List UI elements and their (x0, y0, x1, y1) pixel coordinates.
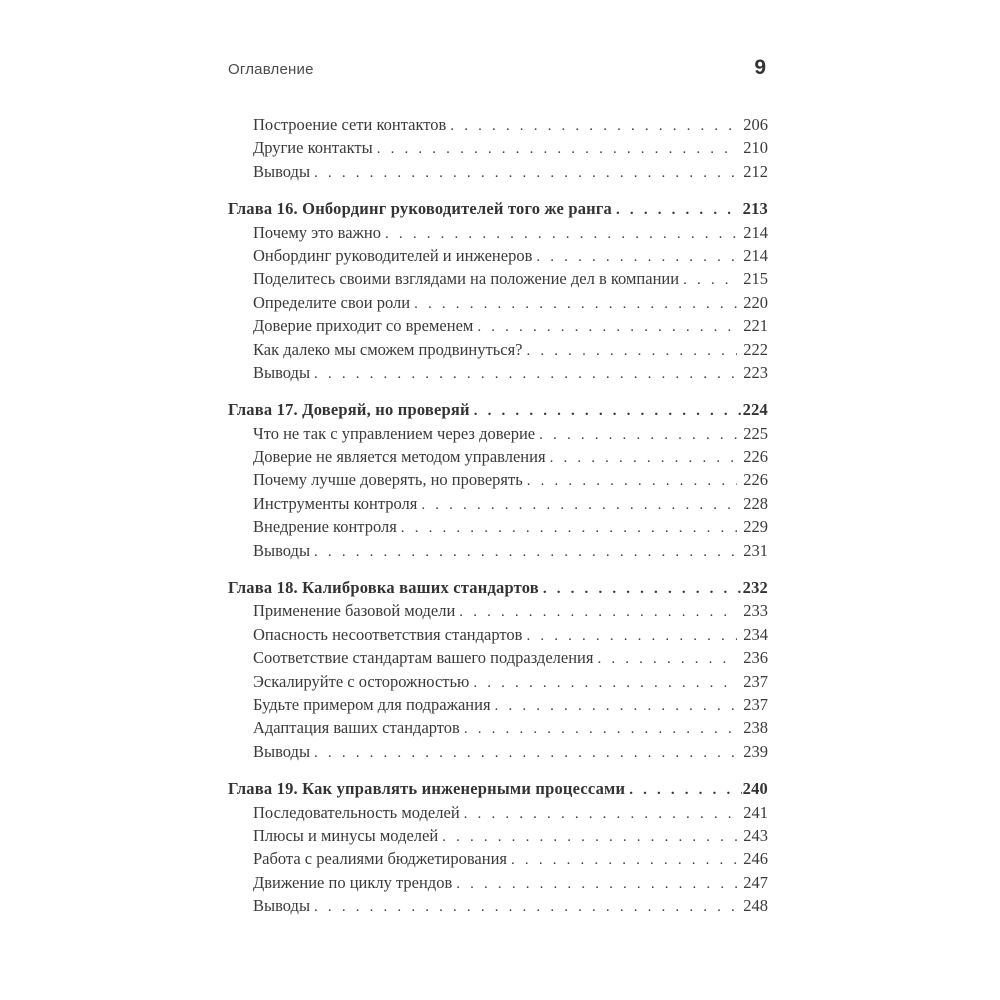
toc-entry-title: Доверие приходит со временем (253, 316, 474, 336)
toc-entry-title: Применение базовой модели (253, 601, 456, 621)
toc-entry-page: 223 (743, 362, 768, 382)
toc-entry-title: Эскалируйте с осторожностью (253, 671, 470, 691)
dot-leader (460, 801, 738, 826)
toc-entry-row (228, 693, 768, 716)
dot-leader (612, 197, 742, 222)
toc-chapter-title: Глава 16. Онбординг руководителей того же ранга (228, 199, 613, 219)
toc-entry-page: 215 (743, 269, 768, 289)
dot-leader (470, 398, 742, 423)
dot-leader (373, 136, 738, 161)
toc-entry-row (228, 539, 768, 562)
toc-entry-row (228, 871, 768, 894)
toc-entry-title: Определите свои роли (253, 292, 411, 312)
dot-leader (452, 871, 737, 896)
toc-entry-title: Будьте примером для подражания (253, 694, 491, 714)
toc-chapter-page: 224 (742, 400, 768, 420)
toc-entry-row (228, 646, 768, 669)
page-number: 9 (754, 56, 766, 79)
toc-entry-row (228, 670, 768, 693)
toc-entry-page: 246 (743, 849, 768, 869)
toc-entry-page: 221 (743, 316, 768, 336)
toc-entry-row (228, 515, 768, 538)
dot-leader (310, 361, 737, 386)
dot-leader (679, 267, 737, 292)
toc-entry-title: Внедрение контроля (253, 517, 397, 537)
toc-entry-title: Доверие не является методом управления (253, 447, 546, 467)
toc-entry-title: Плюсы и минусы моделей (253, 825, 439, 845)
toc-entry-page: 237 (743, 694, 768, 714)
toc-entry-page: 241 (743, 802, 768, 822)
dot-leader (469, 670, 737, 695)
toc-entry-page: 210 (743, 138, 768, 158)
dot-leader (522, 338, 737, 363)
toc-entry-page: 233 (743, 601, 768, 621)
toc-entry-page: 212 (743, 161, 768, 181)
toc-entry-title: Соответствие стандартам вашего подразделения (253, 648, 594, 668)
toc-entry-page: 214 (743, 245, 768, 265)
running-header (228, 56, 768, 80)
toc-entry-page: 234 (743, 624, 768, 644)
running-header-title: Оглавление (228, 61, 314, 78)
dot-leader (410, 291, 737, 316)
toc-entry-title: Почему лучше доверять, но проверять (253, 470, 523, 490)
toc-entry-title: Выводы (253, 540, 311, 560)
toc-entry-row (228, 422, 768, 445)
toc-chapter-page: 232 (742, 578, 768, 598)
toc-entry-row (228, 824, 768, 847)
toc-entry-title: Выводы (253, 896, 311, 916)
toc-entry-page: 236 (743, 648, 768, 668)
toc-entry-row (228, 894, 768, 917)
toc-entry-page: 214 (743, 222, 768, 242)
dot-leader (417, 492, 737, 517)
toc-chapter-title: Глава 18. Калибровка ваших стандартов (228, 578, 539, 598)
toc-entry-row (228, 338, 768, 361)
toc-entry-row (228, 244, 768, 267)
toc-entry-row (228, 740, 768, 763)
toc-entry-row (228, 599, 768, 622)
table-of-contents (228, 113, 768, 918)
toc-entry-title: Что не так с управлением через доверие (253, 423, 536, 443)
dot-leader (491, 693, 738, 718)
toc-entry-page: 238 (743, 718, 768, 738)
toc-entry-row (228, 623, 768, 646)
toc-entry-title: Последовательность моделей (253, 802, 460, 822)
dot-leader (523, 468, 738, 493)
toc-entry-title: Выводы (253, 362, 311, 382)
toc-entry-page: 247 (743, 872, 768, 892)
dot-leader (310, 740, 737, 765)
toc-entry-page: 243 (743, 825, 768, 845)
toc-entry-title: Как далеко мы сможем продвинуться? (253, 339, 523, 359)
toc-entry-page: 226 (743, 447, 768, 467)
dot-leader (397, 515, 737, 540)
toc-entry-page: 228 (743, 493, 768, 513)
toc-section (228, 113, 768, 183)
dot-leader (310, 160, 737, 185)
toc-entry-row (228, 221, 768, 244)
toc-entry-row (228, 445, 768, 468)
toc-entry-page: 206 (743, 115, 768, 134)
toc-entry-page: 248 (743, 896, 768, 916)
toc-entry-title: Выводы (253, 161, 311, 181)
dot-leader (539, 576, 742, 601)
toc-entry-row (228, 267, 768, 290)
toc-chapter-row (228, 777, 768, 800)
toc-entry-title: Опасность несоответствия стандартов (253, 624, 523, 644)
toc-entry-title: Движение по циклу трендов (253, 872, 453, 892)
dot-leader (535, 422, 737, 447)
toc-entry-page: 220 (743, 292, 768, 312)
toc-entry-page: 239 (743, 741, 768, 761)
toc-entry-title: Почему это важно (253, 222, 382, 242)
toc-entry-row (228, 492, 768, 515)
toc-chapter-title: Глава 19. Как управлять инженерными процессами (228, 779, 626, 799)
toc-entry-page: 237 (743, 671, 768, 691)
dot-leader (460, 716, 737, 741)
toc-entry-title: Построение сети контактов (253, 115, 447, 134)
toc-entry-row (228, 468, 768, 491)
toc-section (228, 197, 768, 384)
dot-leader (593, 646, 737, 671)
dot-leader (507, 847, 737, 872)
toc-entry-row (228, 716, 768, 739)
toc-entry-row (228, 136, 768, 159)
toc-entry-page: 226 (743, 470, 768, 490)
dot-leader (455, 599, 737, 624)
toc-entry-title: Другие контакты (253, 138, 373, 158)
toc-entry-row (228, 361, 768, 384)
toc-entry-row (228, 291, 768, 314)
dot-leader (625, 777, 741, 802)
toc-entry-title: Поделитесь своими взглядами на положение дел в компании (253, 269, 680, 289)
dot-leader (381, 221, 737, 246)
toc-chapter-title: Глава 17. Доверяй, но проверяй (228, 400, 470, 420)
toc-entry-row (228, 847, 768, 870)
toc-entry-page: 222 (743, 339, 768, 359)
toc-entry-title: Инструменты контроля (253, 493, 418, 513)
dot-leader (310, 539, 737, 564)
dot-leader (473, 314, 737, 339)
toc-entry-page: 229 (743, 517, 768, 537)
toc-chapter-row (228, 398, 768, 421)
toc-entry-title: Адаптация ваших стандартов (253, 718, 460, 738)
toc-chapter-row (228, 576, 768, 599)
dot-leader (438, 824, 737, 849)
toc-entry-row (228, 314, 768, 337)
toc-section (228, 398, 768, 562)
toc-entry-row (228, 113, 768, 136)
toc-section (228, 576, 768, 763)
toc-entry-row (228, 801, 768, 824)
toc-chapter-page: 213 (742, 199, 768, 219)
dot-leader (522, 623, 737, 648)
toc-chapter-row (228, 197, 768, 220)
dot-leader (446, 113, 737, 138)
dot-leader (532, 244, 737, 269)
toc-entry-row (228, 160, 768, 183)
toc-entry-title: Онбординг руководителей и инженеров (253, 245, 533, 265)
toc-entry-title: Выводы (253, 741, 311, 761)
toc-chapter-page: 240 (742, 779, 768, 799)
toc-section (228, 777, 768, 917)
toc-entry-page: 231 (743, 540, 768, 560)
dot-leader (546, 445, 738, 470)
dot-leader (310, 894, 737, 919)
toc-entry-title: Работа с реалиями бюджетирования (253, 849, 508, 869)
toc-entry-page: 225 (743, 423, 768, 443)
